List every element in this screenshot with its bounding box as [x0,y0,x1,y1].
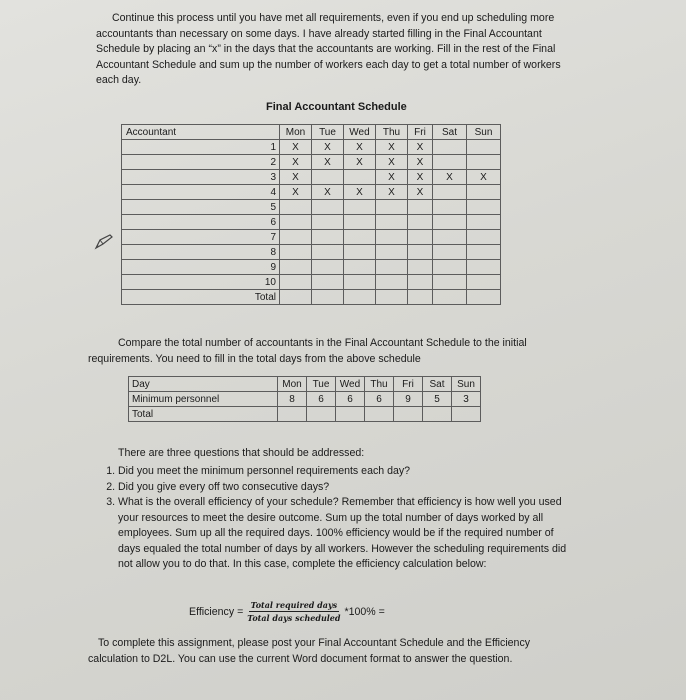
schedule-row [122,245,501,260]
final-schedule-header-row [122,125,501,140]
total-cell [452,407,481,422]
schedule-cell[interactable] [433,260,467,275]
schedule-cell[interactable] [280,200,312,215]
final-schedule-title: Final Accountant Schedule [266,101,407,113]
total-cell [278,407,307,422]
day-header: Tue [312,125,344,140]
schedule-cell[interactable] [312,215,344,230]
total-cell [365,407,394,422]
schedule-cell[interactable] [467,260,501,275]
schedule-cell[interactable] [312,230,344,245]
schedule-cell[interactable]: X [408,170,433,185]
accountant-number: 7 [122,230,280,245]
schedule-cell[interactable] [376,290,408,305]
schedule-cell[interactable] [312,245,344,260]
schedule-cell[interactable]: X [280,185,312,200]
schedule-cell[interactable] [467,275,501,290]
questions-list [96,464,578,573]
day-header: Sat [433,125,467,140]
accountant-number: 9 [122,260,280,275]
schedule-cell[interactable] [280,260,312,275]
schedule-row [122,200,501,215]
day-header: Wed [344,125,376,140]
summary-day: Mon [278,377,307,392]
schedule-row [122,290,501,305]
total-cell [394,407,423,422]
schedule-cell[interactable] [312,275,344,290]
total-cell [336,407,365,422]
accountant-number: 6 [122,215,280,230]
day-header: Sun [467,125,501,140]
question-item: 2. Did you give every off two consecutive days? [118,480,578,496]
accountant-number: 3 [122,170,280,185]
day-label: Day [129,377,278,392]
questions-intro: There are three questions that should be addressed: [118,447,365,459]
efficiency-fraction [245,600,342,623]
schedule-cell[interactable]: X [376,170,408,185]
schedule-cell[interactable] [408,275,433,290]
schedule-cell[interactable]: X [344,155,376,170]
schedule-cell[interactable] [467,230,501,245]
schedule-cell[interactable]: X [312,140,344,155]
efficiency-formula [189,600,385,623]
schedule-cell[interactable] [312,170,344,185]
schedule-cell[interactable] [433,200,467,215]
schedule-cell[interactable]: X [433,170,467,185]
schedule-cell[interactable] [433,275,467,290]
schedule-row [122,185,501,200]
schedule-row [122,170,501,185]
schedule-cell[interactable] [376,200,408,215]
schedule-row [122,230,501,245]
schedule-cell[interactable] [280,275,312,290]
efficiency-label: Efficiency = [189,605,244,618]
question-item: 1. Did you meet the minimum personnel requirements each day? [118,464,578,480]
schedule-cell[interactable]: X [467,170,501,185]
minimum-value: 6 [307,392,336,407]
schedule-cell[interactable] [312,260,344,275]
minimum-value: 8 [278,392,307,407]
schedule-cell[interactable] [467,215,501,230]
minimum-value: 6 [365,392,394,407]
summary-day: Sat [423,377,452,392]
final-accountant-schedule-table [121,124,501,305]
schedule-cell[interactable]: X [312,185,344,200]
total-cell [307,407,336,422]
schedule-cell[interactable] [376,275,408,290]
schedule-row [122,260,501,275]
schedule-cell[interactable] [344,275,376,290]
summary-day-row [129,377,481,392]
schedule-cell[interactable]: X [408,140,433,155]
schedule-cell[interactable] [433,155,467,170]
summary-day: Tue [307,377,336,392]
total-label: Total [129,407,278,422]
schedule-cell[interactable] [467,185,501,200]
schedule-cell[interactable]: X [408,185,433,200]
schedule-cell[interactable]: X [344,185,376,200]
accountant-number: 8 [122,245,280,260]
minimum-value: 3 [452,392,481,407]
schedule-cell[interactable] [376,245,408,260]
accountant-number: 10 [122,275,280,290]
schedule-cell[interactable]: X [408,155,433,170]
schedule-cell[interactable] [376,230,408,245]
schedule-cell[interactable]: X [376,185,408,200]
schedule-cell[interactable]: X [376,140,408,155]
schedule-cell[interactable] [433,245,467,260]
closing-paragraph: To complete this assignment, please post your Final Accountant Schedule and the Efficiency calculation to D2L. You can use the current Word document format to answer the question. [88,637,531,665]
efficiency-denominator: Total days scheduled [247,613,341,623]
accountant-number: Total [122,290,280,305]
minimum-value: 6 [336,392,365,407]
summary-day: Thu [365,377,394,392]
schedule-cell[interactable] [467,245,501,260]
schedule-cell[interactable]: X [344,140,376,155]
minimum-personnel-label: Minimum personnel [129,392,278,407]
accountant-number: 2 [122,155,280,170]
schedule-row [122,215,501,230]
schedule-cell[interactable] [344,260,376,275]
day-header: Mon [280,125,312,140]
pencil-cursor-icon [94,232,116,250]
schedule-cell[interactable] [280,215,312,230]
day-header: Thu [376,125,408,140]
summary-total-row [129,407,481,422]
total-cell [423,407,452,422]
schedule-cell[interactable] [433,140,467,155]
schedule-cell[interactable] [344,215,376,230]
schedule-cell[interactable] [344,230,376,245]
efficiency-numerator: Total required days [250,600,338,610]
schedule-cell[interactable] [433,290,467,305]
minimum-personnel-row [129,392,481,407]
schedule-cell[interactable] [467,290,501,305]
schedule-cell[interactable] [408,245,433,260]
schedule-cell[interactable] [312,290,344,305]
summary-day: Fri [394,377,423,392]
schedule-cell[interactable] [344,200,376,215]
accountant-number: 5 [122,200,280,215]
schedule-cell[interactable] [433,185,467,200]
minimum-personnel-table [128,376,481,422]
schedule-cell[interactable] [408,215,433,230]
schedule-cell[interactable]: X [376,155,408,170]
schedule-cell[interactable] [312,200,344,215]
schedule-cell[interactable] [467,200,501,215]
accountant-header: Accountant [122,125,280,140]
schedule-cell[interactable] [467,155,501,170]
minimum-value: 5 [423,392,452,407]
schedule-cell[interactable] [408,200,433,215]
summary-day: Wed [336,377,365,392]
schedule-cell[interactable] [408,290,433,305]
schedule-cell[interactable] [280,245,312,260]
schedule-cell[interactable] [280,230,312,245]
schedule-cell[interactable] [344,245,376,260]
minimum-value: 9 [394,392,423,407]
efficiency-suffix: *100% = [344,605,385,618]
schedule-row [122,140,501,155]
question-item: 3. What is the overall efficiency of your schedule? Remember that efficiency is how well you used your resources to meet the desire outcome. Sum up the total number of days worked by all employees. Sum up all the required days. 100% efficiency would be if the required number of days equaled the total number of days by all workers. However the scheduling requirements did not allow you to do that. In this case, complete the efficiency calculation below: [118,495,578,573]
schedule-cell[interactable] [433,215,467,230]
summary-day: Sun [452,377,481,392]
day-header: Fri [408,125,433,140]
schedule-cell[interactable] [376,215,408,230]
schedule-cell[interactable] [344,170,376,185]
intro-paragraph: Continue this process until you have met all requirements, even if you end up scheduling more accountants than necessary on some days. I have already started filling in the Final Accountant Schedule by placing an “x” in the days that the accountants are working. Fill in the rest of the Final Accountant Schedule and sum up the number of workers each day to get a total number of workers each day. [96,12,561,86]
schedule-cell[interactable]: X [280,170,312,185]
schedule-cell[interactable]: X [280,155,312,170]
schedule-cell[interactable]: X [280,140,312,155]
accountant-number: 1 [122,140,280,155]
schedule-cell[interactable] [467,140,501,155]
schedule-cell[interactable] [433,230,467,245]
schedule-cell[interactable] [408,260,433,275]
compare-paragraph: Compare the total number of accountants in the Final Accountant Schedule to the initial requirements. You need to fill in the total days from the above schedule [88,337,527,365]
schedule-row [122,275,501,290]
schedule-cell[interactable] [408,230,433,245]
schedule-row [122,155,501,170]
accountant-number: 4 [122,185,280,200]
schedule-cell[interactable] [376,260,408,275]
schedule-cell[interactable] [280,290,312,305]
schedule-cell[interactable]: X [312,155,344,170]
schedule-cell[interactable] [344,290,376,305]
